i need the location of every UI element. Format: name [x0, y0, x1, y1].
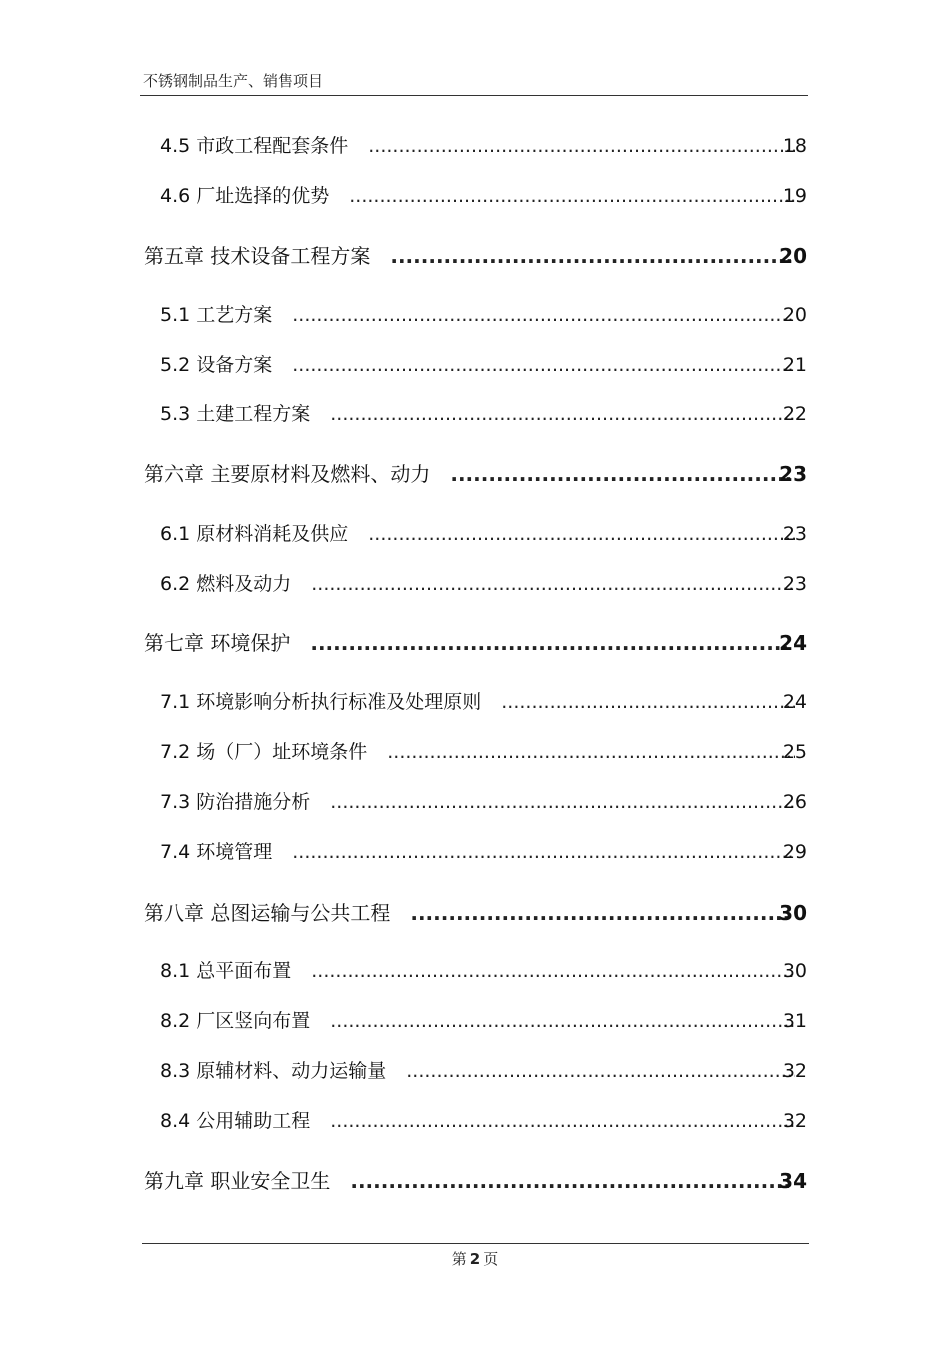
page-number-prefix: 第 — [451, 1250, 467, 1268]
toc-entry[interactable] — [160, 956, 807, 983]
toc-entry-label: 6.2 燃料及动力 — [160, 573, 292, 595]
toc-leader-dots — [292, 354, 795, 376]
toc-entry-page: 24 — [779, 631, 807, 655]
toc-entry-page: 30 — [782, 960, 807, 982]
toc-entry-page: 19 — [782, 185, 807, 207]
toc-entry-label: 第七章 环境保护 — [144, 631, 291, 655]
toc-entry-label: 7.1 环境影响分析执行标准及处理原则 — [160, 691, 482, 713]
toc-entry-label: 第六章 主要原材料及燃料、动力 — [144, 462, 431, 486]
toc-entry[interactable] — [160, 787, 807, 814]
toc-entry-label: 7.2 场（厂）址环境条件 — [160, 741, 368, 763]
toc-entry-page: 29 — [782, 841, 807, 863]
toc-entry-label: 5.2 设备方案 — [160, 354, 273, 376]
toc-entry-page: 23 — [779, 462, 807, 486]
toc-entry-page: 21 — [782, 354, 807, 376]
page-number-suffix: 页 — [483, 1250, 499, 1268]
toc-leader-dots — [292, 304, 795, 326]
toc-chapter-entry[interactable] — [144, 1165, 807, 1194]
toc-leader-dots — [310, 631, 791, 655]
toc-entry-label: 第五章 技术设备工程方案 — [144, 244, 371, 268]
toc-leader-dots — [390, 244, 791, 268]
toc-leader-dots — [292, 841, 795, 863]
toc-leader-dots — [406, 1060, 795, 1082]
toc-entry-page: 32 — [782, 1060, 807, 1082]
toc-entry-label: 第九章 职业安全卫生 — [144, 1169, 331, 1193]
toc-entry-label: 5.1 工艺方案 — [160, 304, 273, 326]
toc-chapter-entry[interactable] — [144, 627, 807, 656]
toc-chapter-entry[interactable] — [144, 240, 807, 269]
toc-entry[interactable] — [160, 181, 807, 208]
toc-entry[interactable] — [160, 837, 807, 864]
toc-leader-dots — [450, 462, 791, 486]
toc-entry-page: 20 — [782, 304, 807, 326]
toc-entry[interactable] — [160, 1006, 807, 1033]
toc-entry[interactable] — [160, 350, 807, 377]
toc-entry-page: 22 — [782, 403, 807, 425]
toc-entry[interactable] — [160, 1056, 807, 1083]
toc-leader-dots — [311, 573, 795, 595]
toc-entry-page: 24 — [782, 691, 807, 713]
toc-entry-page: 31 — [782, 1010, 807, 1032]
toc-entry-label: 7.3 防治措施分析 — [160, 791, 311, 813]
toc-chapter-entry[interactable] — [144, 458, 807, 487]
toc-entry-page: 34 — [779, 1169, 807, 1193]
toc-leader-dots — [349, 185, 795, 207]
toc-entry-label: 8.2 厂区竖向布置 — [160, 1010, 311, 1032]
toc-leader-dots — [368, 523, 795, 545]
toc-entry-page: 23 — [782, 573, 807, 595]
toc-entry[interactable] — [160, 131, 807, 158]
toc-leader-dots — [387, 741, 795, 763]
toc-entry-page: 20 — [779, 244, 807, 268]
page-number-value: 2 — [469, 1250, 481, 1268]
header-title: 不锈钢制品生产、销售项目 — [143, 72, 324, 90]
toc-leader-dots — [330, 791, 795, 813]
page-number — [0, 1248, 950, 1269]
toc-leader-dots — [368, 135, 795, 157]
toc-leader-dots — [311, 960, 795, 982]
toc-entry[interactable] — [160, 300, 807, 327]
toc-entry-label: 第八章 总图运输与公共工程 — [144, 901, 391, 925]
toc-entry[interactable] — [160, 687, 807, 714]
toc-chapter-entry[interactable] — [144, 897, 807, 926]
toc-leader-dots — [410, 901, 791, 925]
toc-entry-label: 4.6 厂址选择的优势 — [160, 185, 330, 207]
toc-leader-dots — [330, 1110, 795, 1132]
toc-entry[interactable] — [160, 569, 807, 596]
toc-entry-label: 4.5 市政工程配套条件 — [160, 135, 349, 157]
toc-leader-dots — [330, 1010, 795, 1032]
toc-leader-dots — [350, 1169, 791, 1193]
toc-entry-label: 7.4 环境管理 — [160, 841, 273, 863]
toc-entry-label: 8.4 公用辅助工程 — [160, 1110, 311, 1132]
toc-entry-page: 32 — [782, 1110, 807, 1132]
toc-entry-page: 25 — [782, 741, 807, 763]
toc-entry-page: 18 — [782, 135, 807, 157]
toc-entry-label: 8.1 总平面布置 — [160, 960, 292, 982]
toc-leader-dots — [330, 403, 795, 425]
toc-entry-label: 8.3 原辅材料、动力运输量 — [160, 1060, 387, 1082]
toc-entry[interactable] — [160, 519, 807, 546]
toc-entry-label: 6.1 原材料消耗及供应 — [160, 523, 349, 545]
toc-entry-page: 23 — [782, 523, 807, 545]
toc-entry-page: 26 — [782, 791, 807, 813]
toc-entry-label: 5.3 土建工程方案 — [160, 403, 311, 425]
toc-entry[interactable] — [160, 737, 807, 764]
toc-entry[interactable] — [160, 1106, 807, 1133]
toc-entry-page: 30 — [779, 901, 807, 925]
footer-divider — [142, 1243, 809, 1244]
toc-entry[interactable] — [160, 399, 807, 426]
toc-leader-dots — [501, 691, 795, 713]
